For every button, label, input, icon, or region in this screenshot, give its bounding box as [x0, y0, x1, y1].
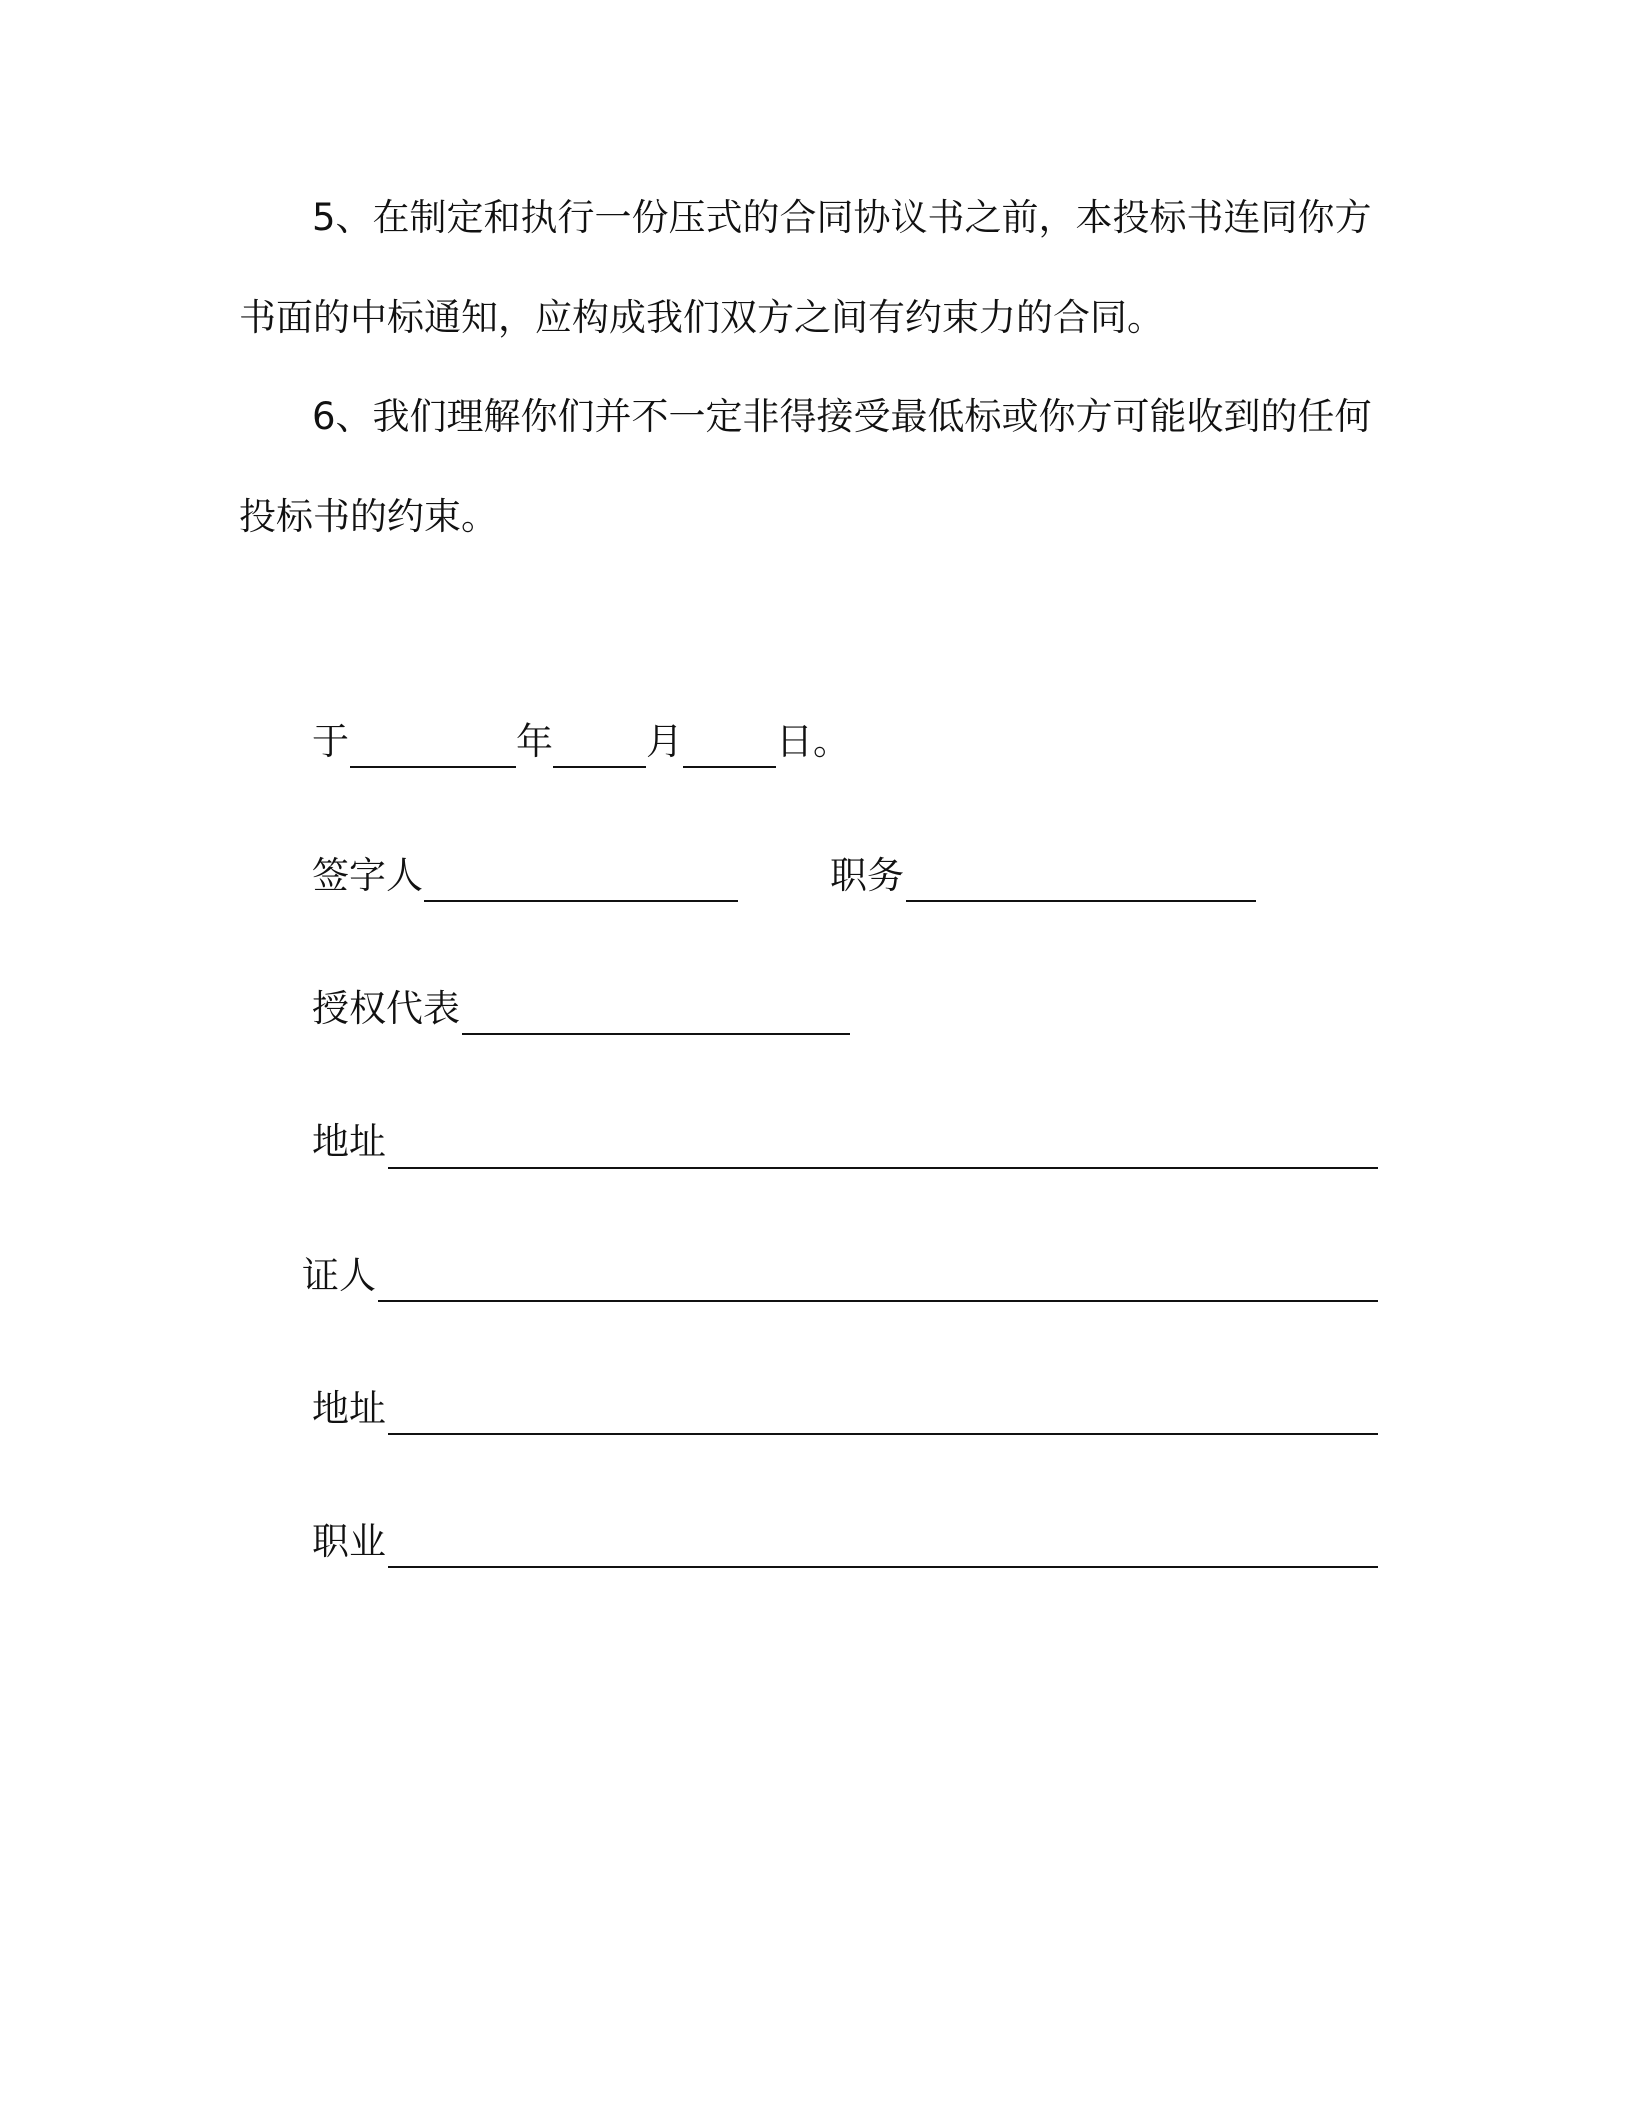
paragraph-6-line-2: 投标书的约束。 [239, 495, 498, 538]
day-label: 日。 [776, 720, 850, 763]
address-label: 地址 [312, 1120, 386, 1163]
month-blank[interactable] [553, 766, 646, 768]
occupation-label: 职业 [312, 1520, 386, 1563]
signer-label: 签字人 [312, 854, 423, 897]
witness-blank[interactable] [378, 1300, 1378, 1302]
position-label: 职务 [830, 854, 904, 897]
occupation-blank[interactable] [388, 1566, 1378, 1568]
signer-blank[interactable] [424, 900, 738, 902]
paragraph-6-line-1: 6、我们理解你们并不一定非得接受最低标或你方可能收到的任何 [312, 395, 1372, 438]
witness-address-label: 地址 [312, 1387, 386, 1430]
year-blank[interactable] [350, 766, 516, 768]
position-blank[interactable] [906, 900, 1256, 902]
date-prefix-label: 于 [312, 720, 349, 763]
year-label: 年 [516, 720, 553, 763]
paragraph-5-line-2: 书面的中标通知，应构成我们双方之间有约束力的合同。 [239, 296, 1164, 339]
address-blank[interactable] [388, 1167, 1378, 1169]
witness-address-blank[interactable] [388, 1433, 1378, 1435]
authorized-rep-blank[interactable] [462, 1033, 850, 1035]
authorized-rep-label: 授权代表 [312, 987, 460, 1030]
witness-label: 证人 [302, 1254, 376, 1297]
month-label: 月 [646, 720, 683, 763]
day-blank[interactable] [683, 766, 776, 768]
paragraph-5-line-1: 5、在制定和执行一份压式的合同协议书之前，本投标书连同你方 [312, 196, 1372, 239]
